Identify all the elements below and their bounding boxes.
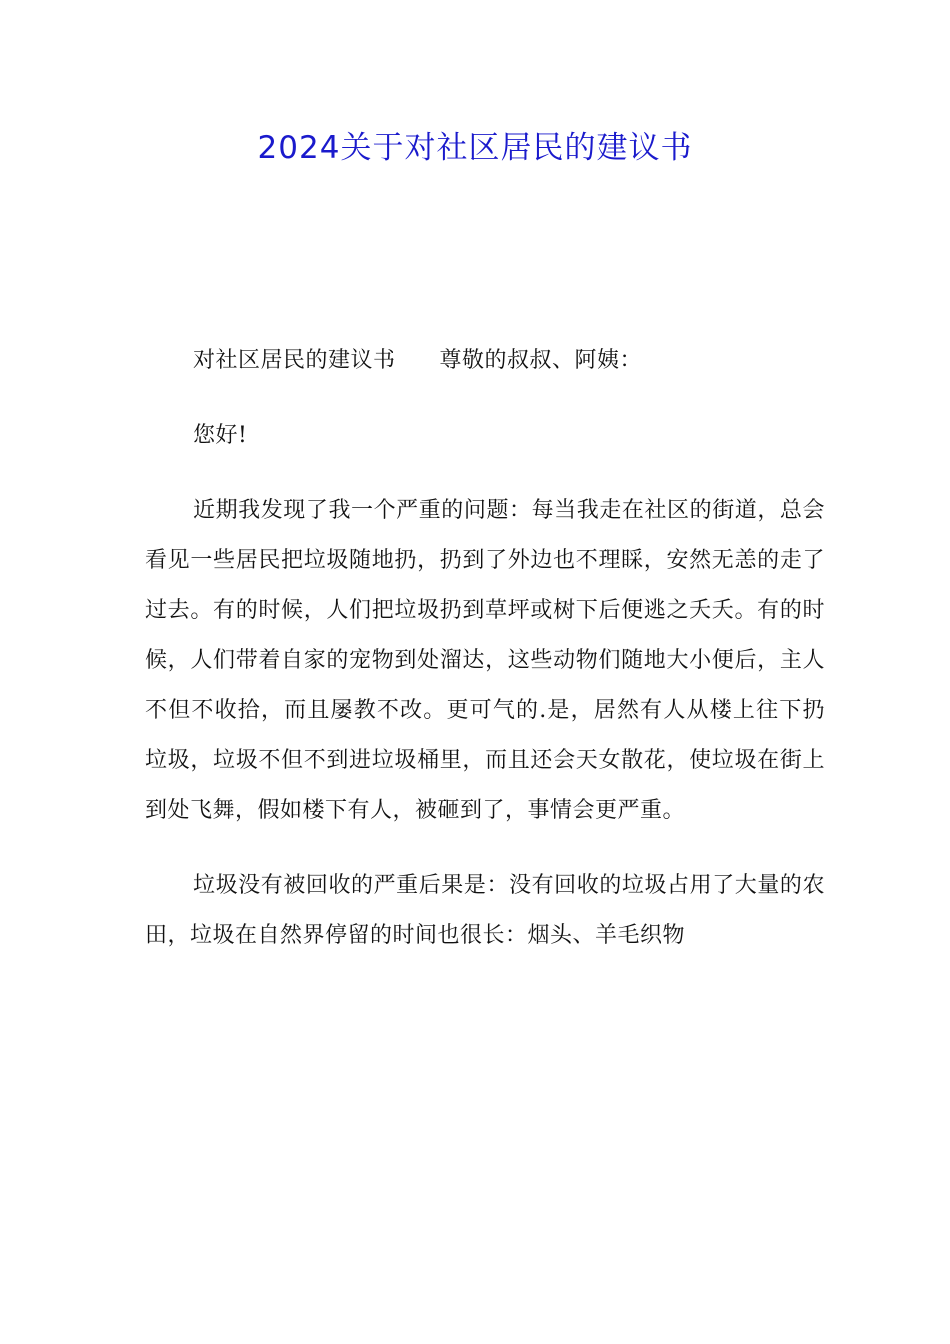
salutation-heading: 对社区居民的建议书 <box>193 348 396 373</box>
paragraph-greeting: 您好! <box>193 423 248 448</box>
document-body <box>145 336 825 986</box>
document-title: 2024关于对社区居民的建议书 <box>257 130 693 166</box>
salutation-greeting: 尊敬的叔叔、阿姨： <box>439 348 643 373</box>
paragraph-problem: 近期我发现了我一个严重的问题：每当我走在社区的街道，总会看见一些居民把垃圾随地扔，扔到了外边也不理睬，安然无恙的走了过去。有的时候，人们把垃圾扔到草坪或树下后便逃之夭夭。有的时候，人们带着自家的宠物到处溜达，这些动物们随地大小便后，主人不但不收拾，而且屡教不改。更可气的.是，居然有人从楼上往下扔垃圾，垃圾不但不到进垃圾桶里，而且还会天女散花，使垃圾在街上到处飞舞，假如楼下有人，被砸到了，事情会更严重。 <box>145 498 825 823</box>
salutation-line <box>145 336 825 386</box>
paragraph-consequences: 垃圾没有被回收的严重后果是：没有回收的垃圾占用了大量的农田，垃圾在自然界停留的时间也很长：烟头、羊毛织物 <box>145 873 825 948</box>
